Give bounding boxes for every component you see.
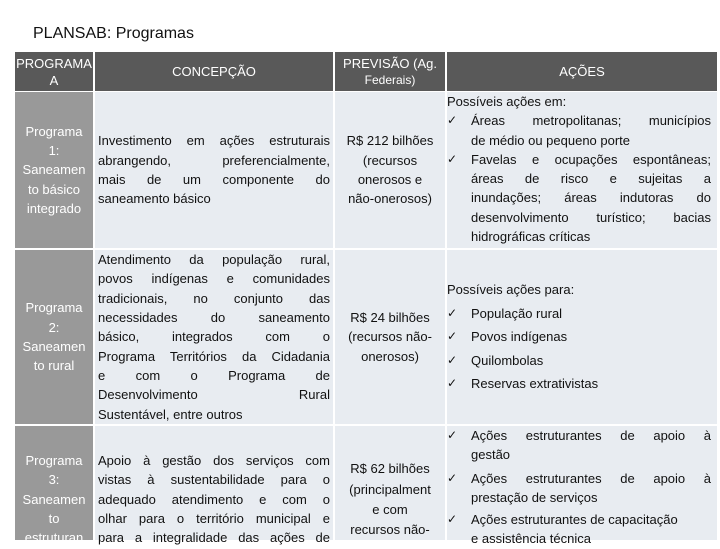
list-item-line: Quilombolas	[471, 352, 544, 368]
header-concepcao-text: CONCEPÇÃO	[172, 63, 256, 79]
row2-programa-line: to rural	[33, 358, 75, 374]
row3-concepcao	[95, 426, 333, 546]
row1-programa-line: Programa	[25, 123, 83, 139]
row1-concepcao-line: mais de um componente do	[98, 172, 330, 187]
check-icon: ✓	[447, 470, 458, 485]
row2-concepcao-line: Desenvolvimento Rural	[98, 387, 330, 403]
list-item-line: inundações; áreas indutoras do	[471, 190, 711, 206]
row2-concepcao-line: povos indígenas e comunidades	[98, 271, 330, 287]
row1-previsao-line: não-onerosos)	[348, 191, 432, 207]
list-item	[447, 302, 711, 326]
list-item-line: Povos indígenas	[471, 329, 568, 345]
list-item-line: e assistência técnica	[471, 531, 591, 547]
row3-concepcao-line: para a integralidade das ações de	[98, 530, 330, 546]
row2-concepcao-line: Sustentável, entre outros	[98, 406, 243, 422]
row2-programa-line: 2:	[48, 319, 60, 335]
row3-previsao-line: (principalment	[349, 482, 431, 497]
row3-previsao	[335, 426, 445, 540]
row1-concepcao-line: saneamento básico	[98, 191, 211, 207]
row1-programa	[15, 92, 93, 248]
header-acoes	[447, 52, 717, 91]
row2-programa	[15, 250, 93, 424]
list-item-line: Ações estruturantes de apoio à	[471, 470, 711, 486]
row3-programa-line: to	[48, 510, 60, 526]
header-concepcao	[95, 52, 333, 91]
list-item-line: Ações estruturantes de capacitação	[471, 512, 678, 528]
header-previsao	[335, 52, 445, 91]
list-item-line: Reservas extrativistas	[471, 376, 599, 392]
list-item-line: gestão	[471, 447, 511, 463]
row2-acoes-intro: Possíveis ações para:	[447, 282, 575, 298]
list-item-line: áreas de risco e sujeitas a	[471, 171, 711, 187]
list-item	[447, 426, 711, 465]
header-programa	[15, 52, 93, 91]
header-acoes-text: AÇÕES	[559, 63, 605, 79]
row3-previsao-line: e com	[372, 502, 408, 517]
row2-acoes	[447, 250, 717, 424]
header-programa-tail: A	[49, 72, 59, 88]
list-item	[447, 469, 711, 508]
row3-programa-line: Saneamen	[22, 491, 86, 507]
row1-previsao	[335, 92, 445, 248]
row3-programa-line: estruturan	[24, 530, 84, 546]
row1-previsao-line: onerosos e	[357, 172, 423, 187]
list-item-line: hidrográficas críticas	[471, 229, 591, 245]
row1-concepcao-line: Investimento em ações estruturais	[98, 133, 330, 149]
check-icon: ✓	[447, 352, 458, 367]
row2-programa-line: Programa	[25, 300, 83, 316]
row1-previsao-line: (recursos	[362, 152, 418, 168]
list-item	[447, 325, 711, 349]
row1-concepcao	[95, 92, 333, 248]
row2-previsao-line: (recursos não-	[348, 329, 432, 345]
row2-concepcao	[95, 250, 333, 424]
row2-concepcao-line: tradicionais, no conjunto das	[98, 290, 330, 306]
row3-concepcao-line: olhar para o território municipal e	[98, 510, 330, 526]
row1-programa-line: to básico	[27, 181, 81, 197]
row3-previsao-line: R$ 62 bilhões	[350, 461, 430, 476]
row3-previsao-line: recursos não-	[350, 522, 430, 537]
row2-concepcao-line: e com o Programa de	[98, 367, 330, 383]
check-icon: ✓	[447, 329, 458, 344]
row2-programa-line: Saneamen	[22, 339, 86, 354]
check-icon: ✓	[447, 376, 458, 391]
row3-concepcao-line: vistas à sustentabilidade para o	[98, 472, 330, 488]
check-icon: ✓	[447, 113, 458, 128]
list-item	[447, 111, 711, 150]
list-item	[447, 349, 711, 373]
list-item-line: Áreas metropolitanas; municípios	[471, 113, 711, 129]
row2-previsao-line: onerosos)	[361, 348, 419, 364]
check-icon: ✓	[447, 512, 458, 527]
list-item-line: prestação de serviços	[471, 489, 598, 505]
row1-programa-line: Saneamen	[22, 162, 86, 178]
row1-acoes-intro: Possíveis ações em:	[447, 94, 567, 109]
row1-previsao-line: R$ 212 bilhões	[346, 133, 434, 149]
list-item	[447, 510, 711, 549]
row3-programa-line: Programa	[25, 453, 83, 468]
row2-previsao	[335, 250, 445, 424]
list-item-line: População rural	[471, 305, 563, 321]
row2-concepcao-line: Atendimento da população rural,	[98, 252, 330, 268]
row3-programa	[15, 426, 93, 546]
list-item-line: de médio ou pequeno porte	[471, 132, 631, 148]
list-item-line: desenvolvimento turístico; bacias	[471, 209, 711, 225]
row3-programa-line: 3:	[48, 472, 60, 488]
list-item	[447, 372, 711, 396]
header-programa-text: PROGRAMA	[16, 55, 92, 71]
row1-acoes	[447, 92, 717, 248]
row2-concepcao-line: Programa Territórios da Cidadania	[98, 348, 330, 364]
row2-concepcao-line: básico, integrados com o	[98, 329, 330, 345]
row3-concepcao-line: Apoio à gestão dos serviços com	[98, 453, 330, 468]
row1-programa-line: integrado	[26, 200, 82, 216]
page-title: PLANSAB: Programas	[33, 25, 194, 42]
header-previsao-line-1: PREVISÃO (Ag.	[343, 55, 437, 71]
check-icon: ✓	[447, 151, 458, 166]
header-previsao-line-2: Federais)	[364, 72, 416, 87]
list-item	[447, 150, 711, 246]
row3-concepcao-line: adequado atendimento e com o	[98, 491, 330, 507]
list-item-line: Favelas e ocupações espontâneas;	[471, 151, 711, 167]
row1-concepcao-line: abrangendo, preferencialmente,	[98, 152, 330, 168]
row2-previsao-line: R$ 24 bilhões	[350, 310, 430, 326]
list-item-line: Ações estruturantes de apoio à	[471, 428, 711, 443]
row1-programa-line: 1:	[48, 143, 60, 159]
row2-concepcao-line: necessidades do saneamento	[98, 310, 330, 326]
check-icon: ✓	[447, 428, 458, 442]
row3-acoes	[447, 426, 717, 547]
check-icon: ✓	[447, 305, 458, 320]
